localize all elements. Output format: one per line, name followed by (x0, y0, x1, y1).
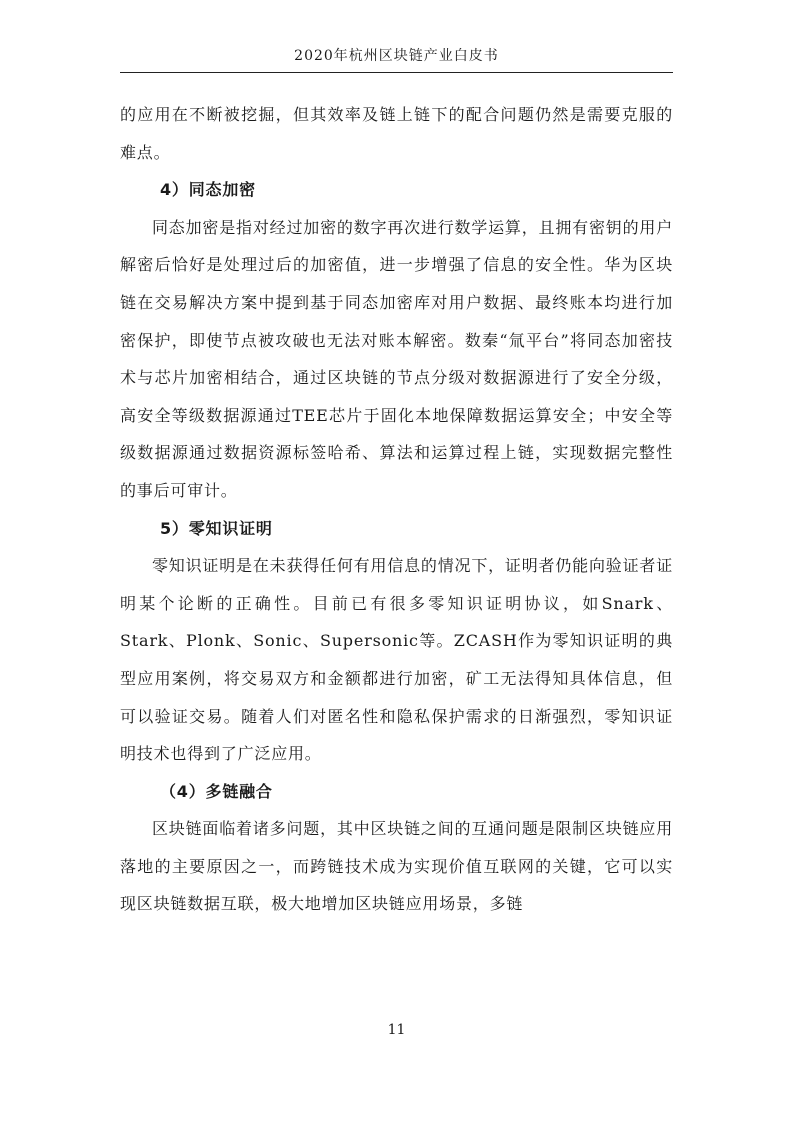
section-heading-multichain-fusion: （4）多链融合 (160, 781, 273, 801)
section-heading-zero-knowledge-proof: 5）零知识证明 (160, 518, 273, 538)
document-body (120, 96, 673, 923)
header-title: 2020年杭州区块链产业白皮书 (294, 48, 499, 64)
paragraph-zero-knowledge-proof: 零知识证明是在未获得任何有用信息的情况下，证明者仍能向验证者证明某个论断的正确性。目前已有很多零知识证明协议，如Snark、Stark、Plonk、Sonic、Supersonic等。ZCASH作为零知识证明的典型应用案例，将交易双方和金额都进行加密，矿工无法得知具体信息，但可以验证交易。随着人们对匿名性和隐私保护需求的日渐强烈，零知识证明技术也得到了广泛应用。 (120, 556, 673, 764)
paragraph-continued: 的应用在不断被挖掘，但其效率及链上链下的配合问题仍然是需要克服的难点。 (120, 105, 673, 162)
page-header (120, 40, 673, 73)
page-number (0, 1022, 793, 1038)
page-number-text: 11 (387, 1022, 406, 1038)
paragraph-homomorphic-encryption: 同态加密是指对经过加密的数字再次进行数学运算，且拥有密钥的用户解密后恰好是处理过后的加密值，进一步增强了信息的安全性。华为区块链在交易解决方案中提到基于同态加密库对用户数据、最终账本均进行加密保护，即使节点被攻破也无法对账本解密。数秦“氚平台”将同态加密技术与芯片加密相结合，通过区块链的节点分级对数据源进行了安全分级，高安全等级数据源通过TEE芯片于固化本地保障数据运算安全；中安全等级数据源通过数据资源标签哈希、算法和运算过程上链，实现数据完整性的事后可审计。 (120, 217, 673, 500)
paragraph-multichain-fusion: 区块链面临着诸多问题，其中区块链之间的互通问题是限制区块链应用落地的主要原因之一，而跨链技术成为实现价值互联网的关键，它可以实现区块链数据互联，极大地增加区块链应用场景，多链 (120, 819, 673, 914)
section-heading-homomorphic-encryption: 4）同态加密 (160, 180, 256, 200)
